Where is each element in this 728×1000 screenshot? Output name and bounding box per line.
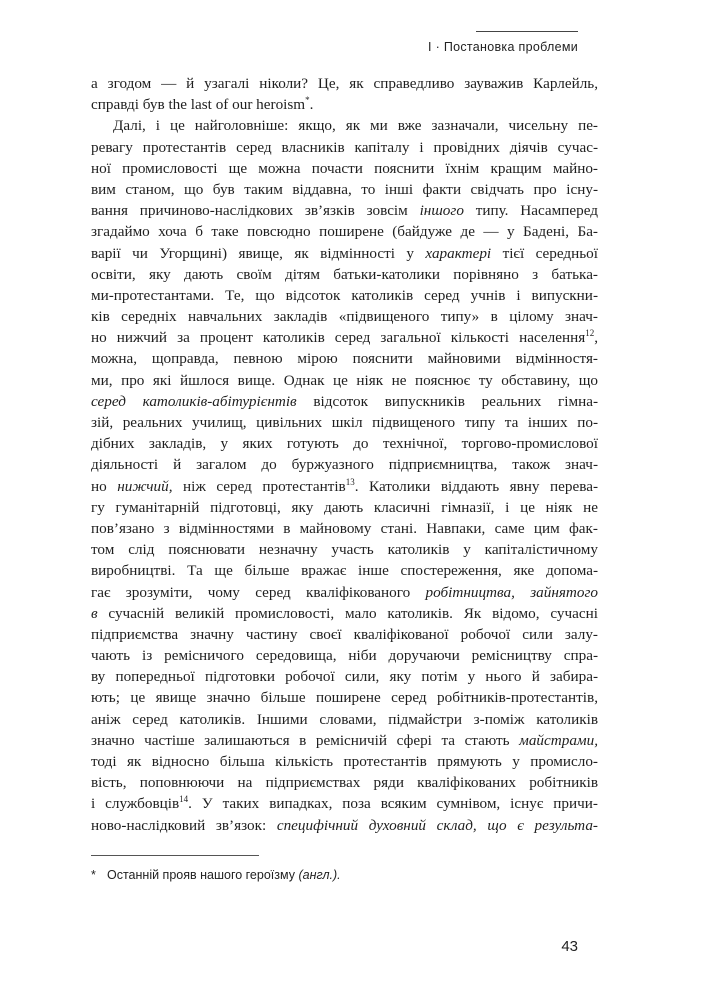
text-segment: но нижчий за процент католиків серед загальної кількості населення <box>91 329 586 347</box>
text-line <box>91 412 598 433</box>
text-line <box>91 687 598 708</box>
text-segment: чають із ремісничого середовища, ніби доручаючи ремісництву спра- <box>91 647 598 665</box>
text-line <box>91 793 598 814</box>
text-segment: ми, про які йшлося вище. Однак це ніяк не пояснює ту обставину, що <box>91 371 598 389</box>
text-line <box>91 476 598 497</box>
text-line <box>91 582 598 603</box>
text-line <box>91 624 598 645</box>
text-line <box>91 73 598 94</box>
text-line <box>91 243 598 264</box>
footnote-rule <box>91 855 259 856</box>
text-segment: Далі, і це найголовніше: якщо, як ми вже зазначали, чисельну пе- <box>113 117 598 135</box>
text-line <box>91 518 598 539</box>
text-segment: відсоток випускників реальних гімна- <box>296 392 599 410</box>
italic-text: нижчий, <box>117 477 173 495</box>
text-segment: ревагу протестантів серед власників капіталу і провідних діячів сучас- <box>91 138 598 156</box>
text-segment: освіти, яку дають своїм дітям батьки-католики порівняно з батька- <box>91 265 598 283</box>
text-segment: згадаймо хоча б таке повсюдно поширене (байдуже де — у Бадені, Ба- <box>91 223 598 241</box>
text-segment: тієї середньої <box>491 244 598 262</box>
text-segment: гу гуманітарній підготовці, яку дають класичні гімназії, і це ніяк не <box>91 498 598 516</box>
text-segment: значно частіше залишаються в ремісничій сфері та стають <box>91 731 520 749</box>
text-line <box>91 709 598 730</box>
text-segment: типу. Насамперед <box>463 202 598 220</box>
italic-text: майстрами, <box>519 731 598 749</box>
text-segment: . <box>309 96 314 114</box>
text-line <box>91 285 598 306</box>
text-line <box>91 115 598 136</box>
text-segment: , <box>594 329 598 347</box>
italic-text: іншого <box>419 202 464 220</box>
text-segment: а згодом — й узагалі ніколи? Це, як справедливо зауважив Карлейль, <box>91 75 598 92</box>
text-line <box>91 348 598 369</box>
footnote-ref: 13 <box>345 476 355 487</box>
running-head: І · Постановка проблеми <box>428 40 578 54</box>
italic-text: в <box>91 604 98 622</box>
text-segment: можна, щоправда, певною мірою пояснити майновими відмінностя- <box>91 350 598 368</box>
body-text <box>91 73 598 836</box>
text-line <box>91 560 598 581</box>
footnote-ref: 12 <box>585 328 595 339</box>
text-segment: виробництві. Та ще більше вражає інше спостереження, яке допома- <box>91 562 598 580</box>
text-segment: варії чи Угорщині) явище, як відмінності у <box>91 244 426 262</box>
italic-text: робітництва, зайнятого <box>425 583 598 601</box>
footnote-mark: * <box>91 868 96 882</box>
text-line <box>91 539 598 560</box>
text-line <box>91 433 598 454</box>
text-segment: аніж серед католиків. Іншими словами, підмайстри з-поміж католиків <box>91 710 598 728</box>
text-segment: підприємства значну частину своєї кваліфікованої робочої сили залу- <box>91 625 598 643</box>
footnote-text: Останній прояв нашого героїзму <box>107 868 299 882</box>
text-line <box>91 391 598 412</box>
footnote-ref: * <box>305 95 310 106</box>
text-line <box>91 497 598 518</box>
text-line <box>91 200 598 221</box>
text-segment: справді був the last of our heroism <box>91 96 306 114</box>
text-segment: ву попередньої підготовки робочої сили, яку потім у нього й забира- <box>91 668 598 686</box>
text-segment: гає зрозуміти, чому серед кваліфікованого <box>91 583 426 601</box>
text-line <box>91 94 598 115</box>
text-line <box>91 603 598 624</box>
text-segment: дібних закладів, у яких готують до технічної, торгово-промислової <box>91 435 598 453</box>
text-segment: вим станом, що був таким віддавна, то інші факти свідчать про існу- <box>91 180 598 198</box>
text-line <box>91 327 598 348</box>
text-segment: ної промисловості ще можна почасти пояснити їхнім кращим майно- <box>91 159 598 177</box>
text-line <box>91 158 598 179</box>
text-line <box>91 179 598 200</box>
text-segment: ють; це явище значно більше поширене серед робітників-протестантів, <box>91 689 598 707</box>
italic-text: серед католиків-абітурієнтів <box>91 392 297 410</box>
text-segment: вість, поповнюючи на підприємствах ряди кваліфікованих робітників <box>91 774 598 792</box>
text-line <box>91 645 598 666</box>
italic-text: специфічний духовний склад, що є результа- <box>276 816 598 834</box>
text-segment: но <box>91 477 118 495</box>
text-segment: том слід пояснювати незначну участь католиків у капіталістичному <box>91 541 598 559</box>
text-line <box>91 666 598 687</box>
page-number: 43 <box>561 938 578 955</box>
text-segment: діяльності й загалом до буржуазного підприємництва, також знач- <box>91 456 598 474</box>
text-line <box>91 730 598 751</box>
text-segment: вання причиново-наслідкових зв’язків зовсім <box>91 202 420 220</box>
text-line <box>91 137 598 158</box>
text-segment: ново-наслідковий зв’язок: <box>91 816 277 834</box>
footnote-italic: (англ.). <box>298 868 341 882</box>
text-line <box>91 306 598 327</box>
text-segment: . Католики віддають явну перева- <box>354 477 598 495</box>
footnote <box>91 868 598 882</box>
text-segment: . У таких випадках, поза всяким сумнівом, існує причи- <box>188 795 598 813</box>
text-segment: зій, реальних училищ, цивільних шкіл підвищеного типу та інших по- <box>91 414 598 431</box>
text-segment: пов’язано з відмінностями в майновому стані. Навпаки, саме цим фак- <box>91 519 598 537</box>
text-segment: тоді як відносно більша кількість протестантів прямують у промисло- <box>91 753 598 770</box>
text-segment: сучасній великій промисловості, мало католиків. Як відомо, сучасні <box>97 604 598 622</box>
text-segment: ми-протестантами. Те, що відсоток католиків серед учнів і випускни- <box>91 286 598 304</box>
text-line <box>91 815 598 836</box>
text-segment: ків середніх навчальних закладів «підвищеного типу» в цілому знач- <box>91 308 598 326</box>
text-line <box>91 751 598 772</box>
text-line <box>91 221 598 242</box>
running-head-rule <box>476 31 578 32</box>
text-line <box>91 772 598 793</box>
text-line <box>91 454 598 475</box>
footnote-ref: 14 <box>179 794 189 805</box>
italic-text: характері <box>425 244 492 262</box>
text-segment: ніж серед протестантів <box>172 477 346 495</box>
text-line <box>91 264 598 285</box>
text-segment: і службовців <box>91 795 180 813</box>
text-line <box>91 370 598 391</box>
